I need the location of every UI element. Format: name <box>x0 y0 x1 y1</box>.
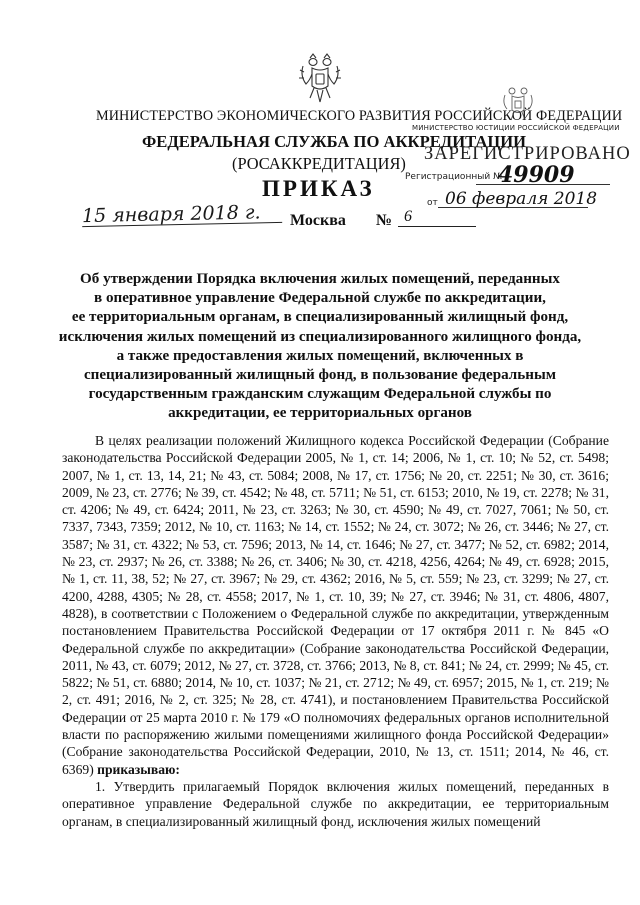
stamp-from-label: от <box>427 198 438 208</box>
title-line: Об утверждении Порядка включения жилых помещений, переданных <box>80 271 560 287</box>
title-line: исключения жилых помещений из специализированного жилищного фонда, <box>58 328 582 345</box>
stamp-date: 06 февраля 2018 <box>445 189 598 209</box>
service-name: ФЕДЕРАЛЬНАЯ СЛУЖБА ПО АККРЕДИТАЦИИ <box>142 132 527 151</box>
title-line: специализированный жилищный фонд, в пользование федеральным <box>83 367 557 384</box>
preamble-text: В целях реализации положений Жилищного кодекса Российской Федерации (Собрание законодательства Российской Федерации 2005, № 1, ст. 14; 2006, № 1, ст. 10; № 52, ст. 5498; 2007, № 1, ст. 13, 14, 21; № 43, ст. 5084; 2008, № 17, ст. 1756; № 20, ст. 2251; № 30, ст. 3616; 2009, № 23, ст. 2776; № 39, ст. 4542; № 48, ст. 5711; № 51, ст. 6153; 2010, № 19, ст. 2278; № 31, ст. 4206; № 49, ст. 6424; 2011, № 23, ст. 3263; № 30, ст. 4590; № 49, ст. 7027, 7061; № 50, ст. 7337, 7343, 7359; 2012, № 10, ст. 1163; № 14, ст. 1552; № 24, ст. 3072; № 26, ст. 3446; № 27, ст. 3587; № 31, ст. 4322; № 53, ст. 7596; 2013, № 14, ст. 1646; № 27, ст. 3477; № 52, ст. 6982; 2014, № 23, ст. 2937; № 26, ст. 3388; № 26, ст. 3406; № 30, ст. 4218, 4256, 4264; № 49, ст. 6928; 2015, № 1, ст. 11, 38, 52; № 27, ст. 3967; № 29, ст. 4362; 2016, № 5, ст. 559; № 23, ст. 3299; № 27, ст. 4200, 4288, 4305; № 28, ст. 4558; 2017, № 1, ст. 10, 39; № 27, ст. 3946; № 31, ст. 4806, 4807, 4828), в соответствии с Положением о Федеральной службе по аккредитации, утвержденным постановлением Правительства Российской Федерации от 17 октября 2011 г. № 845 «О Федеральной службе по аккредитации» (Собрание законодательства Российской Федерации, 2011, № 43, ст. 6079; 2012, № 27, ст. 3728, ст. 3766; 2013, № 8, ст. 841; № 24, ст. 2999; № 45, ст. 5822; № 51, ст. 6880; 2014, № 10, ст. 1037; № 21, ст. 2712; № 49, ст. 6957; 2015, № 1, ст. 219; № 2, ст. 491; 2016, № 2, ст. 325; № 28, ст. 4741), и постановлением Правительства Российской Федерации от 25 марта 2010 г. № 179 «О полномочиях федеральных органов исполнительной власти по распоряжению жилыми помещениями жилищного фонда Российской Федерации» (Собрание законодательства Российской Федерации, 2010, № 13, ст. 1511; 2014, № 46, ст. 6369) <box>62 433 609 777</box>
order-number: 6 <box>404 208 412 225</box>
item-1-text: 1. Утвердить прилагаемый Порядок включения жилых помещений, переданных в оперативное управление Федеральной службе по аккредитации, ее территориальным органам, в специализированный жилищный фонд, исключения жилых помещений <box>62 778 609 829</box>
document-body <box>62 432 609 830</box>
document-type: ПРИКАЗ <box>262 176 375 201</box>
order-verb: приказываю: <box>97 761 180 777</box>
stamp-ministry: МИНИСТЕРСТВО ЮСТИЦИИ РОССИЙСКОЙ ФЕДЕРАЦИИ <box>412 124 620 132</box>
title-line: в оперативное управление Федеральной службе по аккредитации, <box>94 290 546 307</box>
body-paragraph-item-1 <box>62 778 609 830</box>
stamp-emblem-icon <box>501 83 535 123</box>
order-number-label: № <box>376 212 393 229</box>
stamp-regnum-label: Регистрационный № <box>405 172 503 182</box>
stamp-registered: ЗАРЕГИСТРИРОВАНО <box>424 144 631 164</box>
stamp-regnum: 49909 <box>498 162 575 188</box>
title-line: ее территориальным органам, в специализированный жилищный фонд, <box>71 309 569 326</box>
title-line: государственным гражданским служащим Федеральной службы по <box>88 386 552 403</box>
order-date: 15 января 2018 г. <box>82 202 282 227</box>
document-title <box>40 270 600 424</box>
body-paragraph-preamble <box>62 432 609 778</box>
coat-of-arms-emblem <box>298 52 342 104</box>
order-city: Москва <box>290 212 346 229</box>
ministry-name: МИНИСТЕРСТВО ЭКОНОМИЧЕСКОГО РАЗВИТИЯ РОССИЙСКОЙ ФЕДЕРАЦИИ <box>96 108 623 124</box>
order-number-underline <box>398 226 476 227</box>
title-line: аккредитации, ее территориальных органов <box>168 405 472 422</box>
title-line: а также предоставления жилых помещений, включенных в <box>116 347 524 364</box>
service-short-name: (РОСАККРЕДИТАЦИЯ) <box>232 154 406 173</box>
